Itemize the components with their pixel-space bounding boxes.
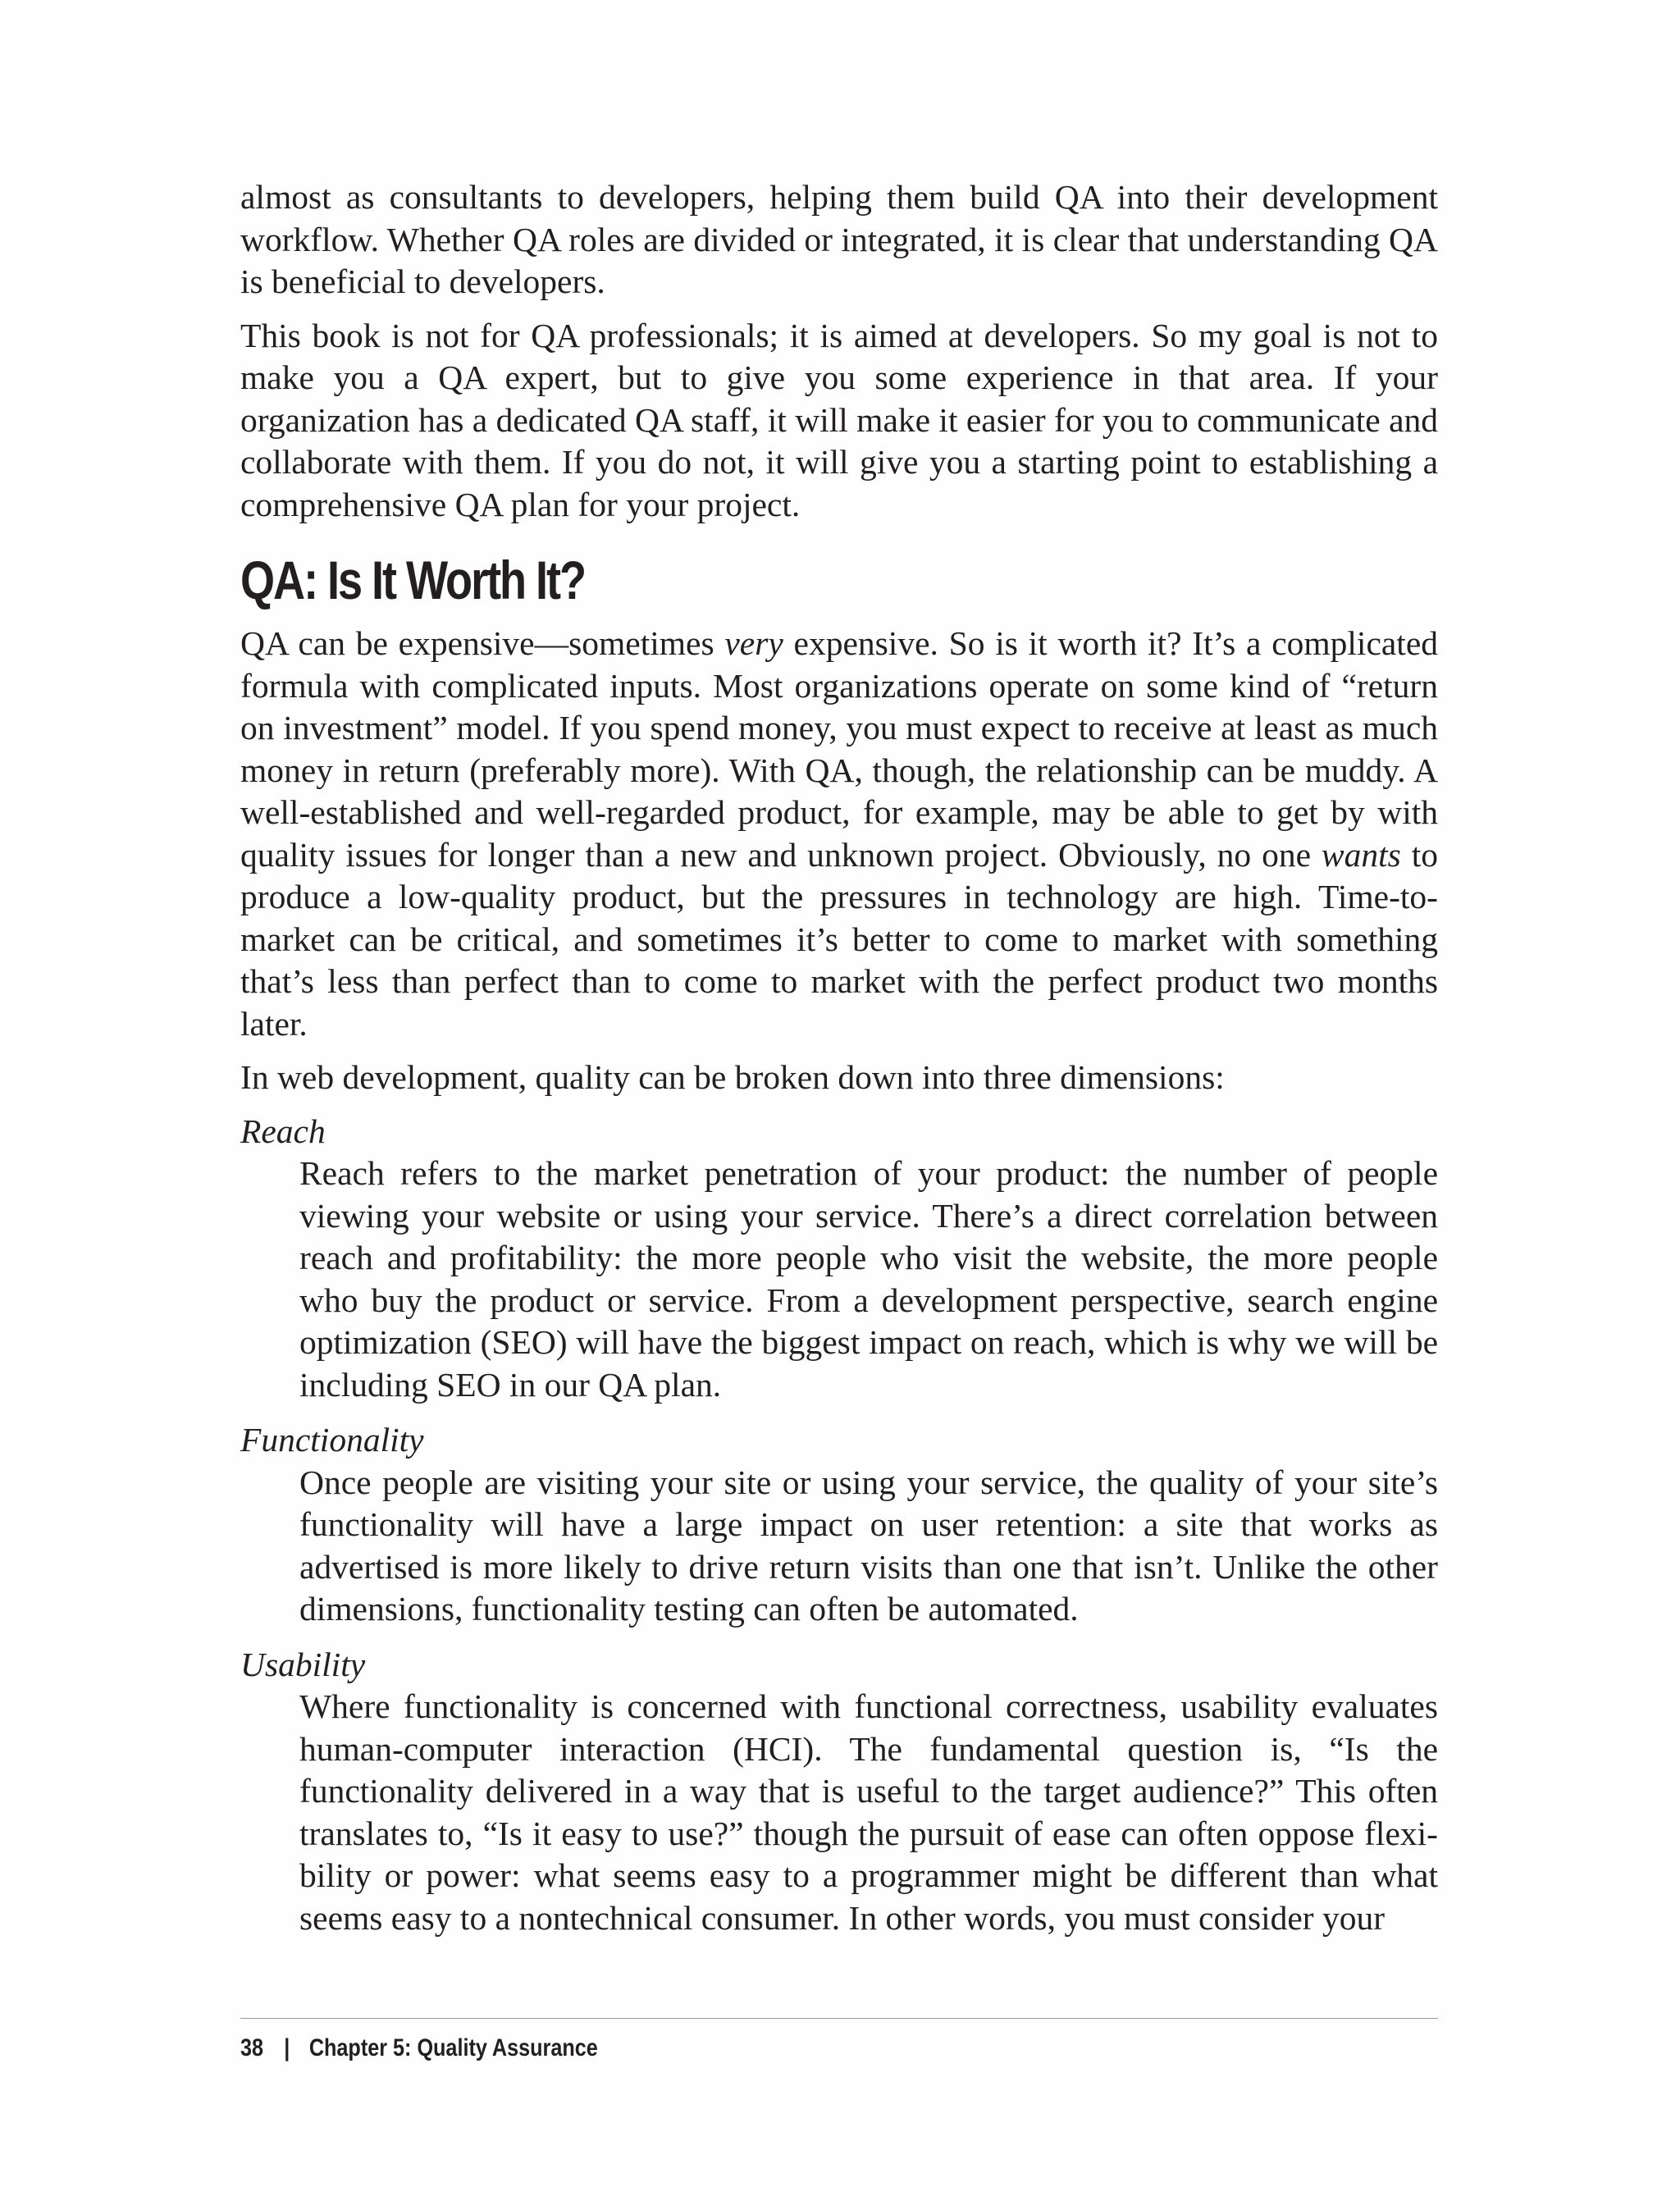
paragraph-qa-cost — [240, 623, 1438, 1045]
paragraph-audience: This book is not for QA professionals; it is aimed at developers. So my goal is not to make you a QA expert, but to give you some experience in that area. If your organization has a dedicated QA staff, it will make it easier for you to communicate and collaborate with them. If you do not, it will give you a starting point to establishing a comprehensive QA plan for your project. — [240, 316, 1438, 523]
paragraph-dimensions-intro: In web development, quality can be broken down into three dimensions: — [240, 1058, 1225, 1096]
term-usability: Usability — [240, 1645, 366, 1683]
definition-usability: Where functionality is concerned with functional correctness, usability evaluates human-computer interaction (HCI). The fundamental question is, “Is the functionality delivered in a way that is useful to the target audience?” This often translates to, “Is it easy to use?” though the pursuit of ease can often oppose flexibility or power: what seems easy to a programmer might be different than what seems easy to a nontechnical consumer. In other words, you must consider your — [299, 1687, 1438, 1937]
chapter-title: Chapter 5: Quality Assurance — [308, 2034, 598, 2061]
text-span: expensive. So is it worth it? It’s a complicated formula with complicated inputs. Most organizations operate on some kind of “return on investment” model. If you spend money, you must expect to receive at least as much money in return (preferably more). With QA, though, the relationship can be muddy. A well-established and well-regarded product, for example, may be able to get by with quality issues for longer than a new and unknown project. Obviously, no one — [240, 624, 1439, 874]
definition-functionality: Once people are visiting your site or using your service, the quality of your site’s functionality will have a large impact on user retention: a site that works as advertised is more likely to drive return visits than one that isn’t. Unlike the other dimensions, functionality testing can often be automated. — [299, 1463, 1438, 1628]
page-footer — [240, 2018, 1438, 2061]
emphasis-wants: wants — [1321, 835, 1401, 874]
emphasis-very: very — [724, 624, 783, 662]
text-span: to produce a low-quality product, but the pressures in technology are high. Time-to-market can be critical, and sometimes it’s better to come to market with something that’s less than perfect than to come to market with the perfect product two months later. — [240, 835, 1439, 1043]
dimension-list — [240, 1111, 1438, 1940]
term-reach: Reach — [240, 1112, 326, 1150]
text-span: QA can be expensive—sometimes — [240, 624, 725, 662]
section-heading: QA: Is It Worth It? — [240, 550, 586, 610]
footer-separator: | — [284, 2034, 290, 2061]
footer-row — [240, 2032, 598, 2065]
page-number: 38 — [240, 2034, 264, 2061]
page-body — [240, 176, 1438, 1952]
paragraph-intro-continuation: almost as consultants to developers, helping them build QA into their development workflow. Whether QA roles are divided or integrated, it is clear that understanding QA is beneficial to developers. — [240, 178, 1438, 300]
term-functionality: Functionality — [240, 1421, 424, 1459]
definition-reach: Reach refers to the market penetration of your product: the number of people viewing your website or using your service. There’s a direct correlation between reach and profitability: the more people who visit the website, the more people who buy the product or service. From a development perspective, search engine optimization (SEO) will have the biggest impact on reach, which is why we will be including SEO in our QA plan. — [299, 1154, 1438, 1404]
